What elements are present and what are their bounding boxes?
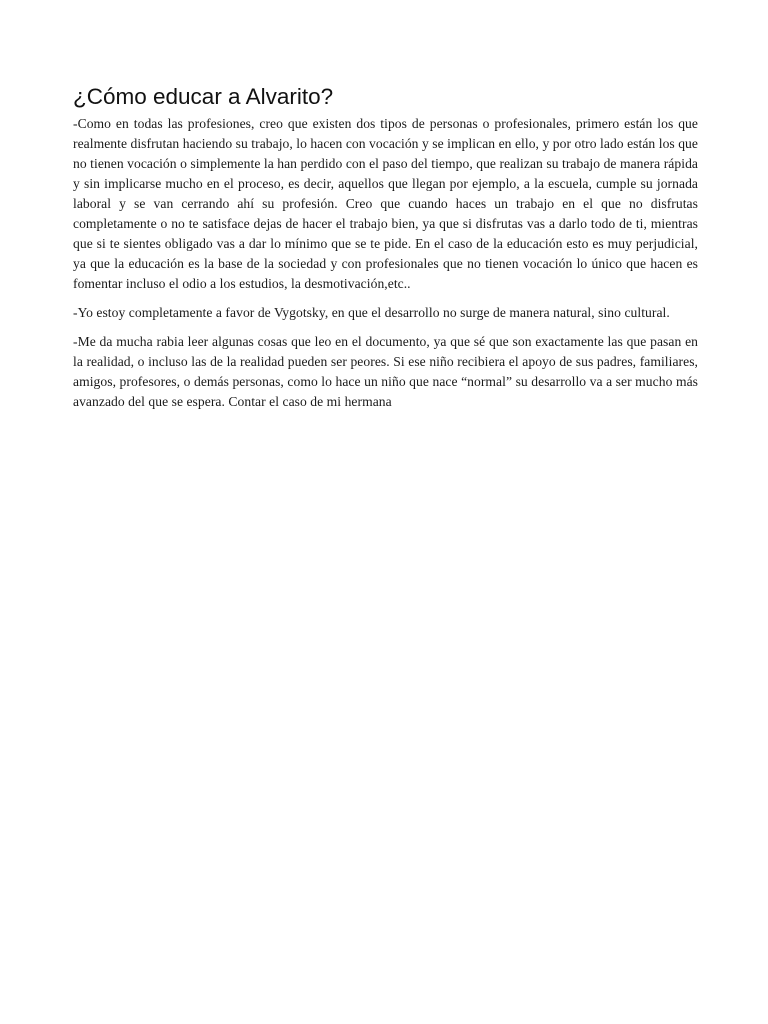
paragraph-vocation: -Como en todas las profesiones, creo que existen dos tipos de personas o profesionales, primero están los que realmente disfrutan haciendo su trabajo, lo hacen con vocación y se implican en ello, y por otro lado están los que no tienen vocación o simplemente la han perdido con el paso del tiempo, que realizan su trabajo de manera rápida y sin implicarse mucho en el proceso, es decir, aquellos que llegan por ejemplo, a la escuela, cumple su jornada laboral y se van cerrando ahí su profesión. Creo que cuando haces un trabajo en el que no disfrutas completamente o no te satisface dejas de hacer el trabajo bien, ya que si disfrutas vas a darlo todo de ti, mientras que si te sientes obligado vas a dar lo mínimo que se te pide. En el caso de la educación esto es muy perjudicial, ya que la educación es la base de la sociedad y con profesionales que no tienen vocación lo único que hacen es fomentar incluso el odio a los estudios, la desmotivación,etc.. <box>73 116 698 291</box>
document-title: ¿Cómo educar a Alvarito? <box>73 84 334 109</box>
paragraph-vygotsky: -Yo estoy completamente a favor de Vygotsky, en que el desarrollo no surge de manera natural, sino cultural. <box>73 305 670 320</box>
paragraph-reflection: -Me da mucha rabia leer algunas cosas que leo en el documento, ya que sé que son exactamente las que pasan en la realidad, o incluso las de la realidad pueden ser peores. Si ese niño recibiera el apoyo de sus padres, familiares, amigos, profesores, o demás personas, como lo hace un niño que nace “normal” su desarrollo va a ser mucho más avanzado del que se espera. Contar el caso de mi hermana <box>73 334 698 409</box>
